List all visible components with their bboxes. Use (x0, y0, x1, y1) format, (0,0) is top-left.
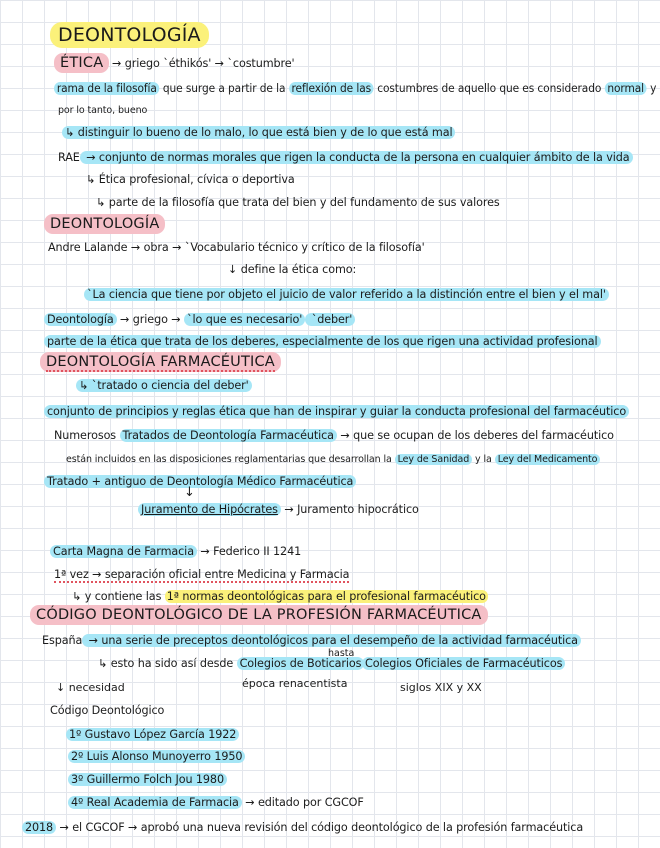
colegios-oficiales-highlight: Colegios Oficiales de Farmacéuticos (362, 657, 565, 670)
farm-line-2 (44, 404, 629, 420)
codigo-text: → el CGCOF → aprobó una nueva revisión del código deontológico de la profesión farmacéutica (56, 821, 584, 834)
farm-text: 1ª vez → separación oficial entre Medicina y Farmacia (54, 568, 350, 581)
etica-etymology: → griego `éthikós' → `costumbre' (112, 57, 295, 70)
siglos-label: siglos XIX y XX (400, 681, 482, 694)
deontologia-term-highlight: Deontología (44, 313, 117, 326)
deontologia-text: → griego → (116, 313, 185, 326)
deber-highlight: `deber' (305, 313, 355, 326)
farm-text: Numerosos (54, 429, 120, 442)
ley-sanidad-highlight: Ley de Sanidad (395, 454, 473, 465)
etica-text: ↳ parte de la filosofía que trata del bien y del fundamento de sus valores (96, 196, 500, 209)
tratado-antiguo-highlight: Tratado + antiguo de Deontología Médico Farmacéutica (44, 475, 356, 488)
necesario-highlight: `lo que es necesario' (184, 313, 305, 326)
espana-label: España (42, 634, 83, 647)
etica-line-7 (96, 195, 500, 211)
down-arrow-icon: ↓ (184, 485, 195, 500)
farm-text: → Juramento hipocrático (280, 503, 419, 516)
etica-line-3 (58, 103, 147, 119)
codigo-item-1 (66, 727, 239, 743)
colegios-boticarios-highlight: Colegios de Boticarios (237, 657, 365, 670)
codigo-text: ↳ esto ha sido así desde (98, 657, 237, 670)
juramento-hipocrates-highlight: Juramento de Hipócrates (138, 503, 281, 516)
etica-text: costumbres de aquello que es considerado (373, 82, 605, 95)
farm-line-5 (44, 474, 356, 490)
etica-line-4 (62, 125, 455, 141)
codigo-line-2 (98, 656, 364, 672)
list-item: 2º Luis Alonso Munoyerro 1950 (68, 750, 245, 763)
etica-line-5 (58, 150, 633, 166)
deontologia-line-2 (228, 262, 356, 278)
primeras-normas-highlight: 1ª normas deontológicas para el profesional farmacéutico (166, 590, 486, 603)
farm-text: están incluidos en las disposiciones reglamentarias que desarrollan la (66, 454, 395, 465)
etica-line-1 (112, 56, 295, 72)
etica-text: que surge a partir de la (159, 82, 289, 95)
ley-medicamento-highlight: Ley del Medicamento (495, 454, 601, 465)
heading-text: DEONTOLOGÍA FARMACÉUTICA (46, 354, 275, 370)
page-title: DEONTOLOGÍA (50, 22, 209, 48)
codigo-item-3 (68, 772, 227, 788)
codigo-item-4 (68, 795, 364, 811)
farm-line-3 (54, 428, 614, 444)
normal-highlight: normal (605, 82, 647, 95)
necesidad-label: ↓ necesidad (56, 681, 125, 694)
deontologia-text: Andre Lalande → obra → `Vocabulario técnico y crítico de la filosofía' (48, 241, 425, 254)
farm-text: → Federico II 1241 (196, 545, 302, 558)
rae-definition-highlight: → conjunto de normas morales que rigen la conducta de la persona en cualquier ámbito de la vida (80, 151, 633, 164)
deontologia-line-3 (84, 287, 609, 303)
farm-line-9 (72, 589, 488, 605)
reflexion-highlight: reflexión de las (289, 82, 374, 95)
rama-filosofia-highlight: rama de la filosofía (54, 82, 160, 95)
farm-line-6 (138, 502, 419, 518)
deontologia-text: ↓ define la ética como: (228, 263, 357, 276)
codigo-line-7 (22, 820, 583, 836)
codigo-text: → editado por CGCOF (241, 796, 364, 809)
farm-line-1 (76, 378, 252, 394)
epoca-renacentista: época renacentista (242, 677, 348, 690)
heading-deontologia: DEONTOLOGÍA (44, 214, 165, 234)
heading-deontologia-farmaceutica (40, 352, 281, 372)
year-2018-highlight: 2018 (22, 821, 56, 834)
list-item: 1º Gustavo López García 1922 (66, 728, 239, 741)
tratados-highlight: Tratados de Deontología Farmacéutica (120, 429, 337, 442)
list-item: 4º Real Academia de Farmacia (68, 796, 242, 809)
etica-line-6 (86, 172, 295, 188)
etica-text: ↳ Ética profesional, cívica o deportiva (86, 173, 295, 186)
preceptos-highlight: → una serie de preceptos deontológicos para el desempeño de la actividad farmacéutica (82, 634, 581, 647)
codigo-line-1 (42, 633, 581, 649)
codigo-item-2 (68, 749, 245, 765)
codigo-line-5 (50, 703, 164, 719)
farm-line-8 (54, 567, 349, 583)
tratado-highlight: ↳ `tratado o ciencia del deber' (76, 379, 252, 392)
deberes-definition-highlight: parte de la ética que trata de los deberes, especialmente de los que rigen una actividad profesional (44, 335, 601, 348)
codigo-text: Código Deontológico (50, 704, 165, 717)
rae-label: RAE (58, 151, 80, 164)
farm-text: y la (472, 454, 495, 465)
deontologia-line-4 (44, 312, 355, 328)
deontologia-line-5 (44, 334, 601, 350)
colegios-oficiales-line (362, 656, 565, 672)
carta-magna-highlight: Carta Magna de Farmacia (50, 545, 197, 558)
farm-text: → que se ocupan de los deberes del farmacéutico (336, 429, 614, 442)
farm-text: ↳ y contiene las (72, 590, 165, 603)
etica-text: por lo tanto, bueno (58, 105, 148, 116)
hasta-label: hasta (328, 648, 355, 659)
heading-etica: ÉTICA (54, 53, 109, 73)
etica-text: y (646, 82, 657, 95)
farm-line-7 (50, 544, 301, 560)
etica-line-2 (54, 81, 656, 97)
conjunto-principios-highlight: conjunto de principios y reglas ética que han de inspirar y guiar la conducta profesional del farmacéutico (44, 405, 629, 418)
farm-line-4 (66, 452, 600, 468)
deontologia-line-1 (48, 240, 425, 256)
heading-codigo: CÓDIGO DEONTOLÓGICO DE LA PROFESIÓN FARMACÉUTICA (30, 605, 488, 625)
list-item: 3º Guillermo Folch Jou 1980 (68, 773, 227, 786)
lalande-quote-highlight: `La ciencia que tiene por objeto el juicio de valor referido a la distinción entre el bien y el mal' (84, 288, 609, 301)
distinguir-highlight: ↳ distinguir lo bueno de lo malo, lo que está bien y de lo que está mal (62, 126, 455, 139)
